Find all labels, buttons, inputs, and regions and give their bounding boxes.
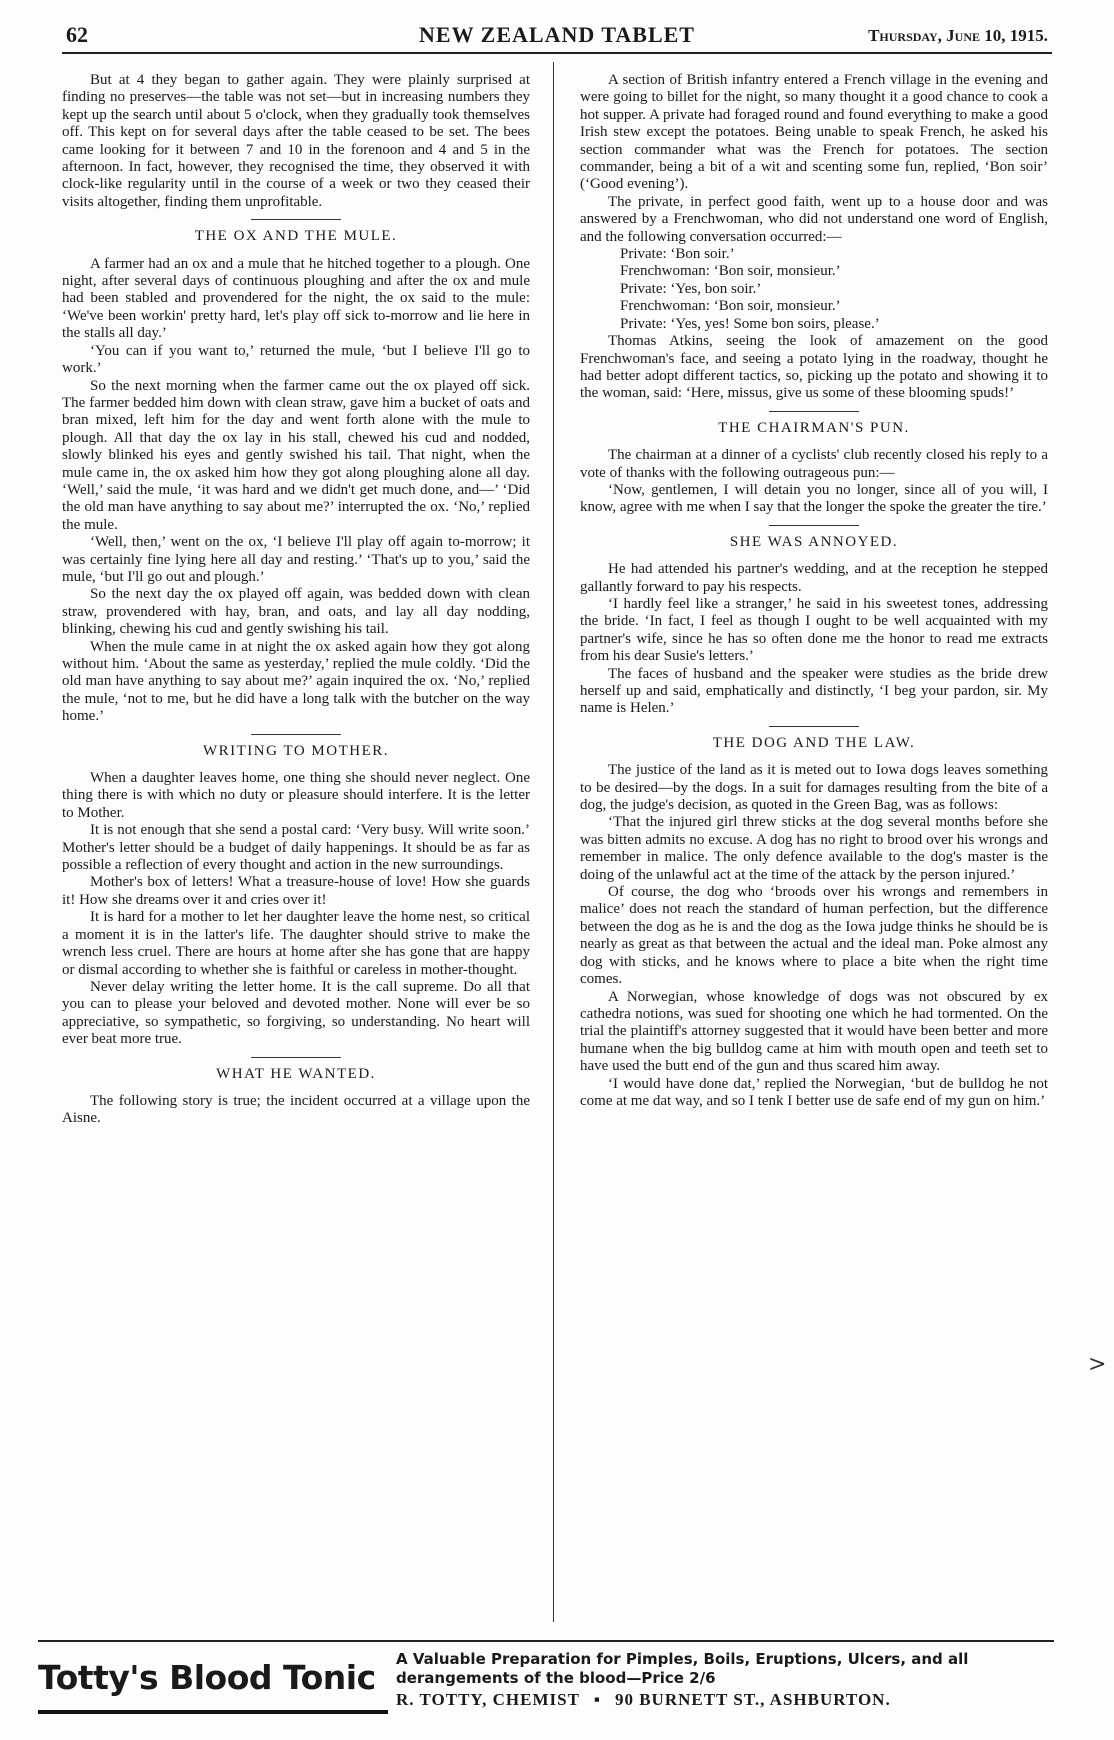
article-paragraph: Thomas Atkins, seeing the look of amazement on the good Frenchwoman's face, and seeing a potato lying in the roadway, thought he had better adopt different tactics, so, picking up the potato and showing it to the woman, said: ‘Here, missus, give us some of these blooming spuds!’ <box>580 333 1048 402</box>
article-paragraph: ‘You can if you want to,’ returned the mule, ‘but I believe I'll go to work.’ <box>62 342 530 377</box>
article-paragraph: The faces of husband and the speaker were studies as the bride drew herself up and said, emphatically and distinctly, ‘I beg your pardon, sir. My name is Helen.’ <box>580 665 1048 717</box>
newspaper-title: NEW ZEALAND TABLET <box>419 22 695 47</box>
ad-address: 90 BURNETT ST., ASHBURTON. <box>614 1690 891 1709</box>
bees-story-paragraph: But at 4 they began to gather again. They were plainly surprised at finding no preserves—the table was not set—but in increasing numbers they kept up the search until about 5 o'clock, when they gradually took themselves off. This kept on for several days after the table ceased to be set. The bees came looking for it between 7 and 10 in the forenoon and 4 and 5 in the afternoon. In fact, however, they recognised the time, they observed it with clock-like regularity until in the course of a week or two they ceased their visits altogether, finding them unprofitable. <box>62 72 530 210</box>
article-paragraph: When a daughter leaves home, one thing she should never neglect. One thing there is with which no duty or pleasure should interfere. It is the letter to Mother. <box>62 770 530 821</box>
article-paragraph: A farmer had an ox and a mule that he hitched together to a plough. One night, after several days of continuous ploughing and after the ox and mule had been stabled and provendered for the night, the ox said to the mule: ‘We've been workin' pretty hard, let's play off sick to-morrow and lie here in the stalls all day.’ <box>62 255 530 342</box>
section-rule <box>769 726 859 727</box>
article-paragraph: The private, in perfect good faith, went up to a house door and was answered by a Frenchwoman, who did not understand one word of English, and the following conversation occurred:— <box>580 193 1048 245</box>
ad-price-line: derangements of the blood—Price 2/6 <box>396 1669 716 1687</box>
article-paragraph: So the next day the ox played off again, was bedded down with clean straw, provendered with hay, bran, and oats, and lay all day nodding, blinking, chewing his cud and gently swishing his tail. <box>62 586 530 638</box>
column-divider <box>553 62 554 1622</box>
article-heading-chairmans-pun: THE CHAIRMAN'S PUN. <box>718 419 910 436</box>
article-heading-what-he-wanted: WHAT HE WANTED. <box>216 1065 376 1082</box>
article-paragraph: The chairman at a dinner of a cyclists' club recently closed his reply to a vote of thanks with the following outrageous pun:— <box>580 447 1048 481</box>
advertisement-banner <box>38 1640 1054 1722</box>
dialogue-line: Frenchwoman: ‘Bon soir, monsieur.’ <box>620 298 841 315</box>
section-rule <box>251 219 341 220</box>
article-heading-writing-to-mother: WRITING TO MOTHER. <box>202 742 390 759</box>
margin-arrow-icon: > <box>1088 1352 1107 1377</box>
dialogue-line: Private: ‘Bon soir.’ <box>620 246 735 263</box>
section-rule <box>769 525 859 526</box>
article-paragraph: ‘I would have done dat,’ replied the Norwegian, ‘but de bulldog he not come at me dat way, and so I tenk I better use de safe end of my gun on him.’ <box>580 1075 1048 1109</box>
dialogue-line: Frenchwoman: ‘Bon soir, monsieur.’ <box>620 263 841 280</box>
dialogue-line: Private: ‘Yes, bon soir.’ <box>620 280 762 297</box>
article-paragraph: It is not enough that she send a postal card: ‘Very busy. Will write soon.’ Mother's letter should be a budget of daily happenings. It should be as far as possible a reflection of every thought and action in the new surroundings. <box>62 822 530 874</box>
article-heading-ox-and-mule: THE OX AND THE MULE. <box>194 228 398 245</box>
article-paragraph: When the mule came in at night the ox asked again how they got along without him. ‘About the same as yesterday,’ replied the mule coldly. ‘Did the old man have anything to say about me?’ again inquired the ox. ‘No,’ replied the mule, ‘not to me, but he did have a long talk with the butcher on the way home.’ <box>62 638 530 725</box>
section-rule <box>769 411 859 412</box>
article-paragraph: It is hard for a mother to let her daughter leave the home nest, so critical a moment it is in the latter's life. The daughter should strive to make the wrench less cruel. There are hours at home after she has gone that are happy or dismal according to whether she is faithful or careless in mother-thought. <box>62 909 530 978</box>
ad-contact-line <box>396 1690 1054 1709</box>
article-paragraph: Never delay writing the letter home. It is the call supreme. Do all that you can to please your beloved and devoted mother. None will ever be so appreciative, so sympathetic, so forgiving, so understanding. No heart will ever beat more true. <box>62 978 530 1048</box>
ad-text-block <box>396 1650 1054 1709</box>
ad-product-name: Totty's Blood Tonic <box>38 1652 388 1714</box>
ad-separator-icon: ▪ <box>593 1690 601 1709</box>
article-paragraph: So the next morning when the farmer came out the ox played off sick. The farmer bedded him down with clean straw, gave him a bucket of oats and bran mixed, left him for the day and went forth alone with the mule to plough. All that day the ox lay in his stall, chewed his cud and nodded, slowly blinked his eyes and gently swished his tail. That night, when the mule came in, the ox asked him how they got along ploughing alone all day. ‘Well,’ said the mule, ‘it was hard and we didn't get much done, and—’ ‘Did the old man have anything to say about me?’ interrupted the ox. ‘No,’ replied the mule. <box>62 377 530 533</box>
article-heading-she-was-annoyed: SHE WAS ANNOYED. <box>729 533 899 550</box>
article-paragraph: ‘Now, gentlemen, I will detain you no longer, since all of you will, I know, agree with me when I say that the longer the spoke the greater the tire.’ <box>580 481 1048 516</box>
left-column <box>62 72 530 1612</box>
article-paragraph: ‘That the injured girl threw sticks at the dog several months before she was bitten admits no excuse. A dog has no right to brood over his wrongs and remember in malice. The only defence available to the dog's master is the doing of the unlawful act at the time of the attack by the person injured.’ <box>580 814 1048 883</box>
article-paragraph: Mother's box of letters! What a treasure-house of love! How she guards it! How she dreams over it and cries over it! <box>62 874 530 908</box>
dialogue-line: Private: ‘Yes, yes! Some bon soirs, please.’ <box>620 315 880 332</box>
article-paragraph: Of course, the dog who ‘broods over his wrongs and remembers in malice’ does not reach the standard of human perfection, but the difference between the dog as he is and the dog as the Iowa judge thinks he should be is nearly as great as that between the actual and the ideal man. Poke almost any dog with sticks, and he knows where to place a bite when the right time comes. <box>580 884 1048 988</box>
page-header <box>62 18 1052 54</box>
section-rule <box>251 734 341 735</box>
right-column <box>580 72 1048 1612</box>
article-paragraph: The justice of the land as it is meted out to Iowa dogs leaves something to be desired—by the dogs. In a suit for damages resulting from the bite of a dog, the judge's decision, as quoted in the Green Bag, was as follows: <box>580 762 1048 814</box>
issue-date: Thursday, June 10, 1915. <box>868 26 1048 45</box>
article-paragraph: ‘I hardly feel like a stranger,’ he said in his sweetest tones, addressing the bride. ‘In fact, I feel as though I ought to be well acquainted with my partner's wife, since he has so often done me the honor to read me extracts from his dear Susie's letters.’ <box>580 595 1048 665</box>
article-paragraph: A Norwegian, whose knowledge of dogs was not obscured by ex cathedra notions, was sued for shooting one which he had tormented. On the trial the plaintiff's attorney suggested that it would have been better and more humane when the big bulldog came at him with mouth open and teeth set to have used the butt end of the gun and thus scared him away. <box>580 988 1048 1075</box>
article-heading-dog-and-law: THE DOG AND THE LAW. <box>712 734 916 751</box>
ad-description: A Valuable Preparation for Pimples, Boils, Eruptions, Ulcers, and all <box>396 1650 969 1668</box>
article-paragraph: A section of British infantry entered a French village in the evening and were going to billet for the night, so many thought it a good chance to cook a hot supper. A private had foraged round and found everything to make a good Irish stew except the potatoes. Being unable to speak French, he asked his section commander what was the French for potatoes. The section commander, being a bit of a wit and scenting some fun, replied, ‘Bon soir’ (‘Good evening’). <box>580 72 1048 193</box>
page-number: 62 <box>66 22 88 47</box>
ad-advertiser: R. TOTTY, CHEMIST <box>396 1690 580 1709</box>
article-paragraph: ‘Well, then,’ went on the ox, ‘I believe I'll play off again to-morrow; it was certainly fine lying here all day and resting.’ ‘That's up to you,’ said the mule, ‘but I'll go out and plough.’ <box>62 534 530 585</box>
article-paragraph: The following story is true; the incident occurred at a village upon the Aisne. <box>62 1092 530 1127</box>
section-rule <box>251 1057 341 1058</box>
article-paragraph: He had attended his partner's wedding, and at the reception he stepped gallantly forward to pay his respects. <box>580 561 1048 595</box>
